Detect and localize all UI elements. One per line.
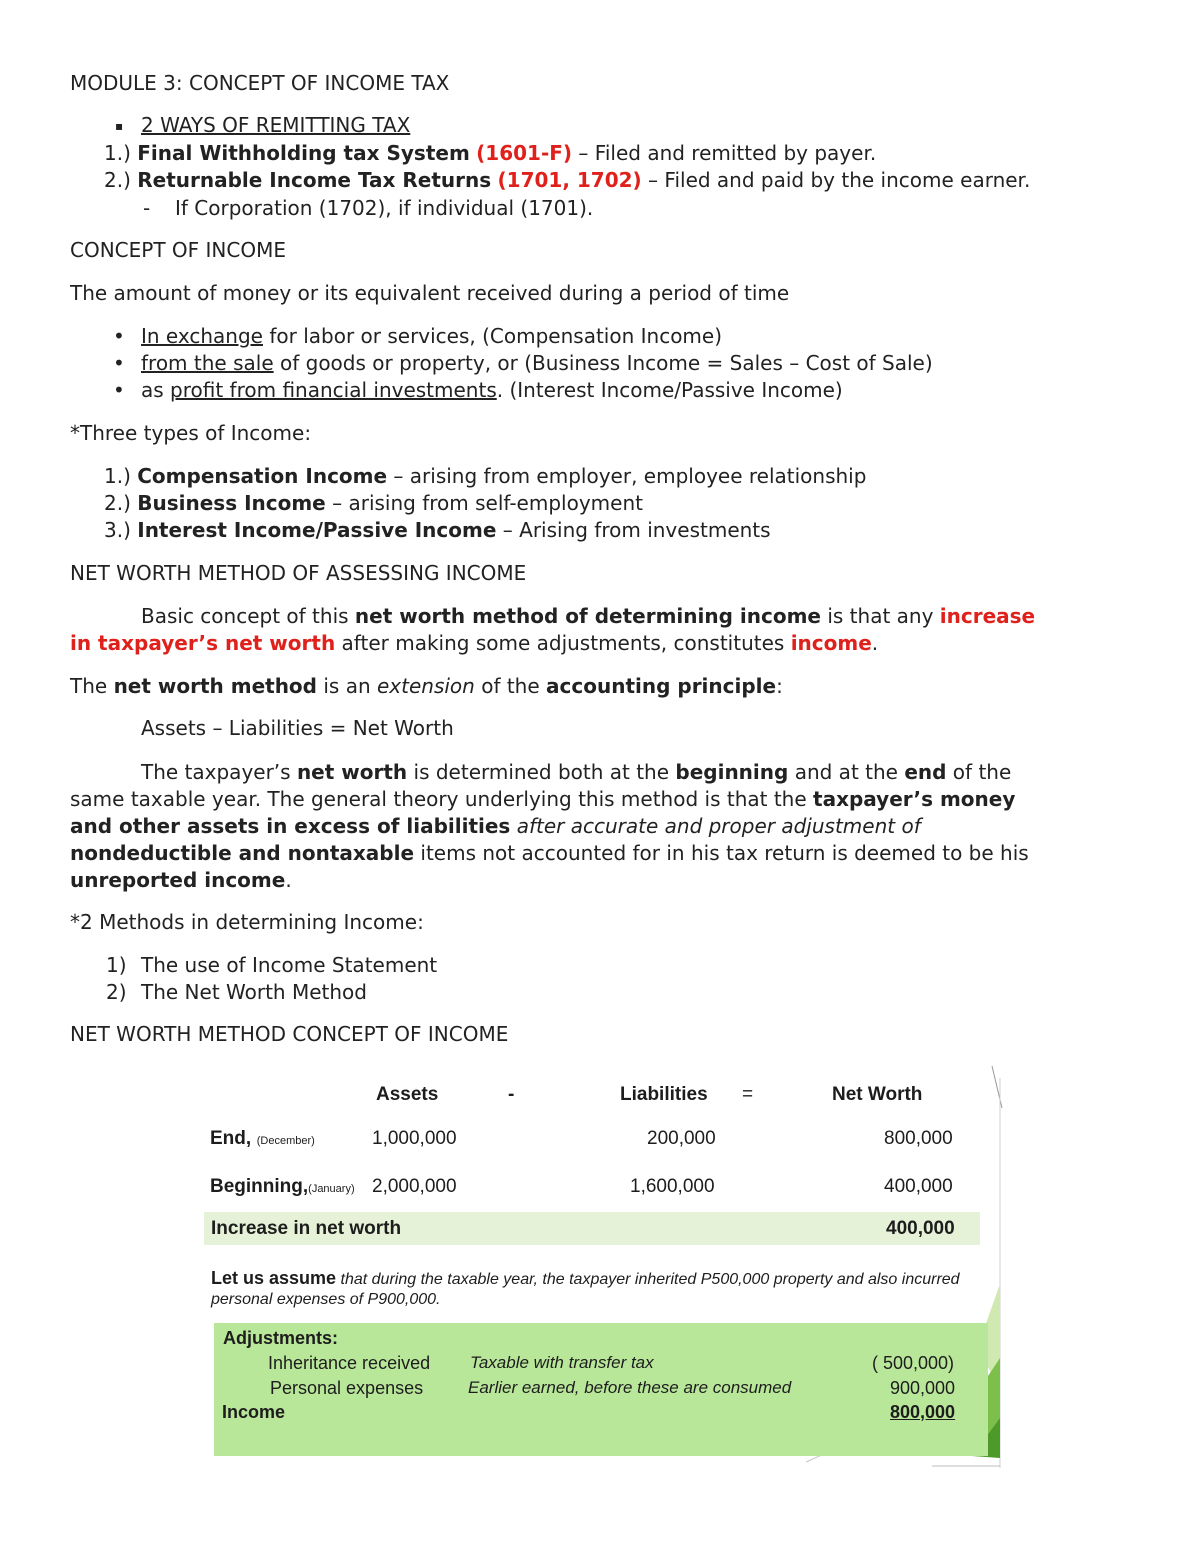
remit-item bbox=[104, 141, 876, 165]
adjustment-value: ( 500,000) bbox=[872, 1353, 955, 1373]
figure-heading: NET WORTH METHOD CONCEPT OF INCOME bbox=[70, 1022, 509, 1046]
concept-definition: The amount of money or its equivalent received during a period of time bbox=[70, 281, 790, 305]
list-number: 2.) bbox=[104, 168, 131, 192]
types-item: 1.) Compensation Income – arising from employer, employee relationship bbox=[104, 464, 867, 488]
method-item: The Net Worth Method bbox=[141, 980, 367, 1004]
row-label-end: End, (December) bbox=[210, 1128, 315, 1149]
accounting-equation: Assets – Liabilities = Net Worth bbox=[141, 716, 454, 740]
remit-sub-note: If Corporation (1702), if individual (1701). bbox=[175, 196, 594, 220]
remit-item-rest: – Filed and remitted by payer. bbox=[572, 141, 877, 165]
col-header-liabilities: Liabilities bbox=[620, 1084, 708, 1105]
end-assets: 1,000,000 bbox=[372, 1128, 457, 1149]
types-item: 2.) Business Income – arising from self-employment bbox=[104, 491, 643, 515]
networth-p2: The net worth method is an extension of the accounting principle: bbox=[70, 674, 783, 698]
dash-bullet: - bbox=[143, 196, 151, 220]
bullet-underlined: In exchange bbox=[141, 324, 263, 348]
col-header-assets: Assets bbox=[376, 1084, 439, 1105]
end-networth: 800,000 bbox=[884, 1128, 953, 1149]
remit-item-rest: – Filed and paid by the income earner. bbox=[641, 168, 1031, 192]
adjustments-label: Adjustments: bbox=[223, 1328, 339, 1348]
net-worth-figure bbox=[196, 1058, 1008, 1470]
end-liabilities: 200,000 bbox=[647, 1128, 716, 1149]
equals-sign: = bbox=[742, 1084, 754, 1105]
module-title: MODULE 3: CONCEPT OF INCOME TAX bbox=[70, 71, 450, 95]
bullet-icon: • bbox=[113, 378, 125, 402]
increase-label: Increase in net worth bbox=[211, 1218, 402, 1239]
beginning-assets: 2,000,000 bbox=[372, 1176, 457, 1197]
adjustment-label: Personal expenses bbox=[270, 1378, 424, 1398]
beginning-networth: 400,000 bbox=[884, 1176, 953, 1197]
list-number: 1.) bbox=[104, 141, 131, 165]
bullet-underlined: profit from financial investments bbox=[170, 378, 497, 402]
beginning-liabilities: 1,600,000 bbox=[630, 1176, 715, 1197]
remit-item-bold: Final Withholding tax System bbox=[137, 141, 470, 165]
remit-item-code: (1601-F) bbox=[476, 141, 573, 165]
networth-p3-line5: unreported income. bbox=[70, 868, 292, 892]
networth-p3-line3: and other assets in excess of liabilities after accurate and proper adjustment of bbox=[70, 814, 921, 838]
adjustment-note: Earlier earned, before these are consumed bbox=[468, 1378, 792, 1397]
income-value: 800,000 bbox=[890, 1402, 956, 1422]
adjustment-label: Inheritance received bbox=[268, 1353, 431, 1373]
remit-item-code: (1701, 1702) bbox=[497, 168, 642, 192]
minus-sign: - bbox=[508, 1084, 515, 1105]
networth-heading: NET WORTH METHOD OF ASSESSING INCOME bbox=[70, 561, 527, 585]
networth-p3-line4: nondeductible and nontaxable items not accounted for in his tax return is deemed to be his bbox=[70, 841, 1029, 865]
methods-heading: *2 Methods in determining Income: bbox=[70, 910, 424, 934]
assumption-line1: Let us assume that during the taxable year, the taxpayer inherited P500,000 property and also incurred bbox=[211, 1268, 960, 1288]
method-number: 1) bbox=[106, 953, 127, 977]
concept-bullet: from the sale of goods or property, or (Business Income = Sales – Cost of Sale) bbox=[141, 351, 933, 375]
row-label-beginning: Beginning,(January) bbox=[210, 1176, 355, 1197]
concept-heading: CONCEPT OF INCOME bbox=[70, 238, 286, 262]
types-heading: *Three types of Income: bbox=[70, 421, 312, 445]
networth-p3-line2: same taxable year. The general theory underlying this method is that the taxpayer’s money bbox=[70, 787, 1016, 811]
adjustment-value: 900,000 bbox=[890, 1378, 956, 1398]
square-bullet-icon: ▪ bbox=[115, 119, 124, 133]
networth-p1-line2: in taxpayer’s net worth after making some adjustments, constitutes income. bbox=[70, 631, 879, 655]
concept-bullet: as profit from financial investments. (Interest Income/Passive Income) bbox=[141, 378, 843, 402]
networth-p3-line1: The taxpayer’s net worth is determined both at the beginning and at the end of the bbox=[141, 760, 1012, 784]
adjustment-note: Taxable with transfer tax bbox=[470, 1353, 654, 1372]
remit-item-bold: Returnable Income Tax Returns bbox=[137, 168, 492, 192]
method-item: The use of Income Statement bbox=[141, 953, 438, 977]
col-header-networth: Net Worth bbox=[832, 1084, 923, 1105]
assumption-line2: personal expenses of P900,000. bbox=[211, 1291, 441, 1308]
networth-p1-line1: Basic concept of this net worth method of determining income is that any increase bbox=[141, 604, 1036, 628]
remit-item bbox=[104, 168, 1030, 192]
bullet-icon: • bbox=[113, 324, 125, 348]
income-label: Income bbox=[222, 1402, 286, 1422]
method-number: 2) bbox=[106, 980, 127, 1004]
types-item: 3.) Interest Income/Passive Income – Arising from investments bbox=[104, 518, 771, 542]
bullet-underlined: from the sale bbox=[141, 351, 274, 375]
increase-value: 400,000 bbox=[886, 1218, 955, 1239]
remit-heading: 2 WAYS OF REMITTING TAX bbox=[141, 113, 411, 137]
concept-bullet: In exchange for labor or services, (Compensation Income) bbox=[141, 324, 723, 348]
bullet-icon: • bbox=[113, 351, 125, 375]
